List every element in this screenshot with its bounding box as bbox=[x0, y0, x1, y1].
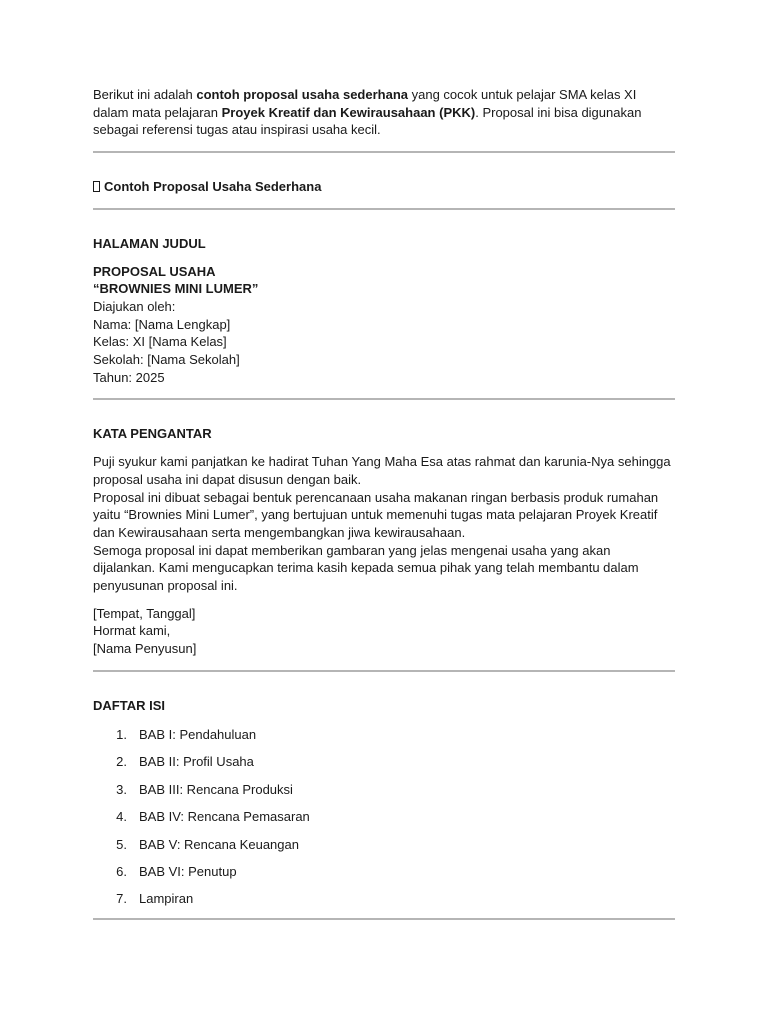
example-heading bbox=[93, 178, 675, 196]
example-heading-text: Contoh Proposal Usaha Sederhana bbox=[104, 179, 322, 195]
toc-item-label: BAB VI: Penutup bbox=[139, 864, 237, 879]
intro-text-2: yang cocok untuk pelajar SMA kelas XI dalam mata pelajaran bbox=[93, 87, 637, 120]
toc-item-label: Lampiran bbox=[139, 891, 194, 907]
toc-heading: DAFTAR ISI bbox=[93, 697, 165, 713]
toc-item-label: BAB V: Rencana Keuangan bbox=[139, 836, 299, 852]
document-body bbox=[93, 86, 675, 920]
toc-item-number: 1. bbox=[116, 726, 127, 742]
toc-item-number: 2. bbox=[116, 754, 127, 770]
toc-item bbox=[93, 890, 675, 908]
intro-text-3: . Proposal ini bisa digunakan sebagai referensi tugas atau inspirasi usaha kecil. bbox=[93, 104, 642, 138]
toc-item bbox=[93, 781, 675, 799]
foreword-paragraph: Puji syukur kami panjatkan ke hadirat Tuhan Yang Maha Esa atas rahmat dan karunia-Nya sehingga proposal usaha ini dapat disusun dengan baik. bbox=[93, 454, 671, 487]
toc-item bbox=[93, 726, 675, 744]
toc-list bbox=[93, 726, 675, 909]
title-page-line: Diajukan oleh: bbox=[93, 298, 176, 314]
intro-bold-1: contoh proposal usaha sederhana bbox=[196, 87, 408, 102]
foreword-paragraph: Semoga proposal ini dapat memberikan gambaran yang jelas mengenai usaha yang akan dijalankan. Kami mengucapkan terima kasih kepada semua pihak yang telah membantu dalam penyusunan proposal ini. bbox=[93, 542, 639, 594]
toc-item-label: BAB I: Pendahuluan bbox=[139, 726, 257, 742]
closing-line: [Nama Penyusun] bbox=[93, 641, 197, 657]
toc-item bbox=[93, 808, 675, 826]
divider bbox=[93, 918, 675, 920]
toc-item bbox=[93, 863, 675, 881]
toc-item bbox=[93, 836, 675, 854]
divider bbox=[93, 670, 675, 672]
missing-glyph-box-icon bbox=[93, 181, 100, 192]
toc-item bbox=[93, 753, 675, 771]
toc-item-label: BAB II: Profil Usaha bbox=[139, 754, 254, 770]
title-page-line: Tahun: 2025 bbox=[93, 369, 165, 385]
toc-item-label: BAB IV: Rencana Pemasaran bbox=[139, 809, 310, 825]
divider bbox=[93, 151, 675, 153]
toc-item-number: 3. bbox=[116, 781, 127, 797]
title-page-line: Kelas: XI [Nama Kelas] bbox=[93, 334, 227, 350]
foreword-closing bbox=[93, 605, 675, 658]
divider bbox=[93, 398, 675, 400]
foreword-paragraph: Proposal ini dibuat sebagai bentuk perencanaan usaha makanan ringan berbasis produk rumahan yaitu “Brownies Mini Lumer”, yang bertujuan untuk memenuhi tugas mata pelajaran Proyek Kreatif dan Kewirausahaan serta mengembangkan jiwa kewirausahaan. bbox=[93, 489, 659, 540]
title-page-heading: HALAMAN JUDUL bbox=[93, 235, 206, 251]
toc-item-number: 6. bbox=[116, 864, 127, 879]
toc-item-number: 4. bbox=[116, 809, 127, 825]
foreword-body bbox=[93, 453, 675, 595]
toc-item-label: BAB III: Rencana Produksi bbox=[139, 781, 293, 797]
title-page-line: Nama: [Nama Lengkap] bbox=[93, 316, 231, 332]
closing-line: [Tempat, Tanggal] bbox=[93, 605, 196, 621]
closing-line: Hormat kami, bbox=[93, 623, 171, 639]
intro-paragraph bbox=[93, 86, 675, 139]
proposal-name: “BROWNIES MINI LUMER” bbox=[93, 281, 259, 297]
toc-item-number: 7. bbox=[116, 891, 127, 907]
toc-item-number: 5. bbox=[116, 836, 127, 852]
divider bbox=[93, 208, 675, 210]
proposal-label: PROPOSAL USAHA bbox=[93, 263, 216, 279]
foreword-heading: KATA PENGANTAR bbox=[93, 426, 212, 442]
title-page-block bbox=[93, 263, 675, 387]
intro-text-1: Berikut ini adalah bbox=[93, 87, 197, 102]
intro-bold-2: Proyek Kreatif dan Kewirausahaan (PKK) bbox=[221, 104, 476, 120]
title-page-line: Sekolah: [Nama Sekolah] bbox=[93, 352, 240, 368]
